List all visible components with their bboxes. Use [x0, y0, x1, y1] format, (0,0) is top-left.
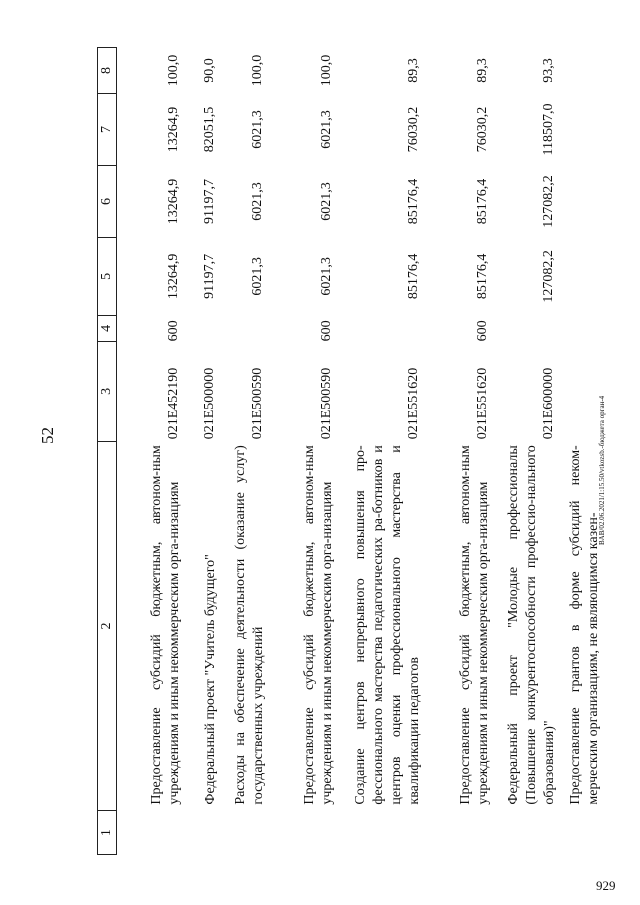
row-type [495, 315, 561, 341]
row-code: 021E600000 [540, 367, 556, 440]
table-row [495, 48, 561, 855]
row-col8: 90,0 [201, 58, 217, 83]
row-col8: 100,0 [318, 54, 334, 87]
row-name: Создание центров непрерывного повышения про-фессионального мастерства педагогических ра-ботников и центров оценки профессионального мастерства и квалификации педагогов [352, 445, 422, 805]
row-code: 021E500590 [249, 367, 265, 440]
col-header-7: 7 [98, 94, 117, 166]
row-col6: 127082,2 [540, 175, 556, 228]
row-type [339, 315, 426, 341]
row-name: Предоставление грантов в форме субсидий неком-мерческим организациям, не являющимся казен- [567, 445, 601, 805]
row-col7: 76030,2 [474, 106, 490, 153]
col-header-3: 3 [98, 341, 117, 441]
table-row [270, 48, 339, 855]
col-header-2: 2 [98, 441, 117, 810]
table-row [186, 48, 222, 855]
row-type [222, 315, 270, 341]
footer-file-path: BAB/02.06.2021/1:15.50/vtkozsb.-бюджета орган-4 [598, 395, 606, 545]
row-col8: 89,3 [474, 58, 490, 83]
row-name: Предоставление субсидий бюджетным, автоном-ным учреждениям и иным некоммерческим орга-низациям [457, 445, 491, 805]
row-col5 [561, 237, 605, 315]
row-type [561, 315, 605, 341]
budget-table [97, 47, 605, 855]
row-col7: 82051,5 [201, 106, 217, 153]
page-number: 52 [38, 427, 57, 444]
row-col8: 100,0 [249, 54, 265, 87]
row-code: 021E500000 [201, 367, 217, 440]
row-code: 021E500590 [318, 367, 334, 440]
row-col7: 118507,0 [540, 103, 556, 156]
row-col5: 91197,7 [201, 253, 217, 299]
row-col6: 85176,4 [474, 178, 490, 225]
row-col5: 127082,2 [540, 250, 556, 303]
row-col8: 93,3 [540, 58, 556, 83]
col-header-4: 4 [98, 315, 117, 341]
col-header-8: 8 [98, 48, 117, 94]
row-col6: 6021,3 [318, 182, 334, 221]
row-name: Предоставление субсидий бюджетным, автоном-ным учреждениям и иным некоммерческим орга-низациям [148, 445, 182, 805]
row-col5: 85176,4 [474, 253, 490, 300]
table-row [222, 48, 270, 855]
table-header-row [98, 48, 117, 855]
row-col8 [561, 48, 605, 94]
row-col8: 89,3 [405, 58, 421, 83]
row-col5: 6021,3 [318, 257, 334, 296]
row-type [186, 315, 222, 341]
col-header-1: 1 [98, 811, 117, 855]
row-code: 021E551620 [474, 367, 490, 440]
row-name: Федеральный проект "Учитель будущего" [202, 554, 218, 805]
row-col6: 6021,3 [249, 182, 265, 221]
table-row [339, 48, 426, 855]
col-header-5: 5 [98, 237, 117, 315]
row-col6: 13264,9 [165, 178, 181, 225]
table-row [117, 48, 186, 855]
row-name: Предоставление субсидий бюджетным, автоном-ным учреждениям и иным некоммерческим орга-низациям [301, 445, 335, 805]
row-col7: 6021,3 [318, 110, 334, 149]
row-col8: 100,0 [165, 54, 181, 87]
row-col7: 6021,3 [249, 110, 265, 149]
row-code: 021E551620 [405, 367, 421, 440]
row-type: 600 [318, 320, 334, 342]
row-col7 [561, 94, 605, 166]
row-type: 600 [165, 320, 181, 342]
row-col7: 76030,2 [405, 106, 421, 153]
table-row [426, 48, 495, 855]
row-col7: 13264,9 [165, 106, 181, 153]
row-name: Расходы на обеспечение деятельности (оказание услуг) государственных учреждений [232, 445, 266, 805]
col-header-6: 6 [98, 165, 117, 237]
row-type: 600 [474, 320, 490, 342]
row-col5: 13264,9 [165, 253, 181, 300]
budget-table-rotated [97, 47, 602, 855]
row-col5: 85176,4 [405, 253, 421, 300]
row-col5: 6021,3 [249, 257, 265, 296]
row-col6: 91197,7 [201, 178, 217, 224]
row-code: 021E452190 [165, 367, 181, 440]
row-col6: 85176,4 [405, 178, 421, 225]
row-col6 [561, 165, 605, 237]
footer-page-number: 929 [596, 878, 616, 893]
row-name: Федеральный проект "Молодые профессионалы (Повышение конкурентоспособности профессио-нального образования)" [505, 445, 557, 805]
